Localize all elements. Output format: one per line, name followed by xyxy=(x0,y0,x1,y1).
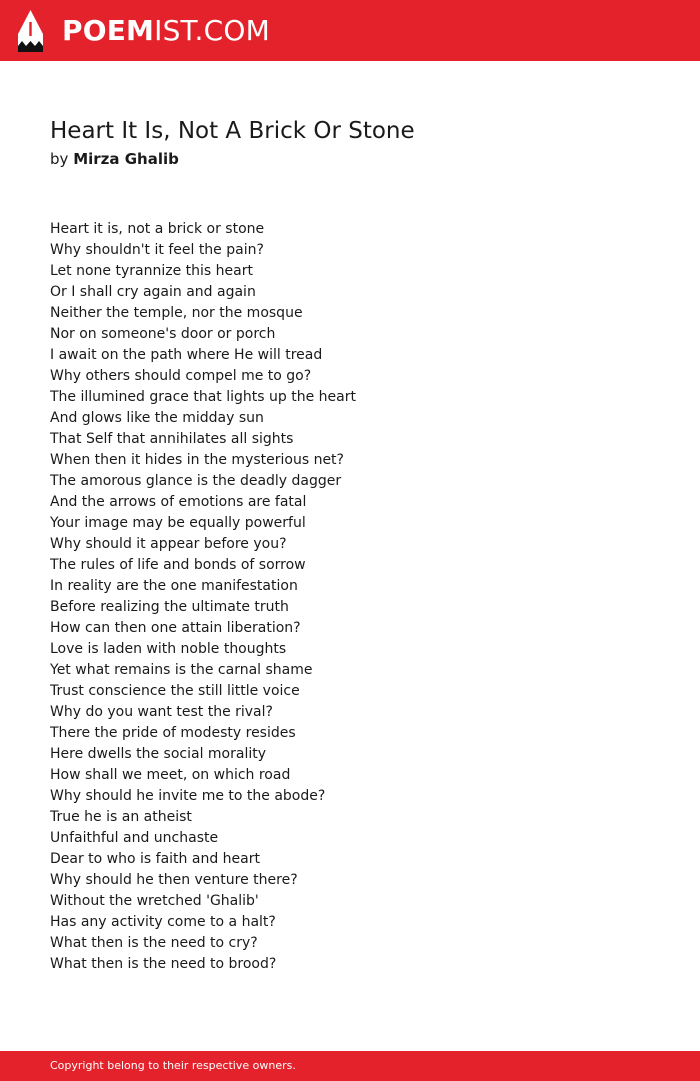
poem-line: Why do you want test the rival? xyxy=(50,704,273,720)
poem-title: Heart It Is, Not A Brick Or Stone xyxy=(50,118,415,144)
copyright-text: Copyright belong to their respective owners. xyxy=(50,1059,296,1072)
poem-line: There the pride of modesty resides xyxy=(50,725,296,741)
poem-line: The rules of life and bonds of sorrow xyxy=(50,557,306,573)
poem-line: Heart it is, not a brick or stone xyxy=(50,221,265,237)
poem-line: Unfaithful and unchaste xyxy=(50,830,219,846)
poem-line: How can then one attain liberation? xyxy=(50,620,301,636)
poem-line: Love is laden with noble thoughts xyxy=(50,641,287,657)
poem-line: Trust conscience the still little voice xyxy=(50,683,300,699)
logo-light-text: IST.COM xyxy=(154,14,270,47)
poem-line: Why others should compel me to go? xyxy=(50,368,312,384)
poem-line: How shall we meet, on which road xyxy=(50,767,291,783)
poem-line: Why should he invite me to the abode? xyxy=(50,788,326,804)
poem-line: Yet what remains is the carnal shame xyxy=(50,662,313,678)
poem-line: Has any activity come to a halt? xyxy=(50,914,276,930)
poem-line: Neither the temple, nor the mosque xyxy=(50,305,303,321)
poem-line: Dear to who is faith and heart xyxy=(50,851,260,867)
site-header xyxy=(0,0,700,61)
poem-line: I await on the path where He will tread xyxy=(50,347,323,363)
poem-line: Nor on someone's door or porch xyxy=(50,326,276,342)
site-logo-text xyxy=(62,14,270,47)
byline xyxy=(50,148,179,170)
poem-line: What then is the need to cry? xyxy=(50,935,258,951)
poem-line: Without the wretched 'Ghalib' xyxy=(50,893,259,909)
poem-line: Or I shall cry again and again xyxy=(50,284,256,300)
poem-line: True he is an atheist xyxy=(50,809,192,825)
poem-line: The illumined grace that lights up the heart xyxy=(50,389,356,405)
poem-line: In reality are the one manifestation xyxy=(50,578,298,594)
poem-line: Why should he then venture there? xyxy=(50,872,298,888)
poem-line: What then is the need to brood? xyxy=(50,956,277,972)
poem-line: And glows like the midday sun xyxy=(50,410,264,426)
poem-line: That Self that annihilates all sights xyxy=(50,431,294,447)
poem-line: Before realizing the ultimate truth xyxy=(50,599,289,615)
logo-bold-text: POEM xyxy=(62,14,155,47)
poem-line: Here dwells the social morality xyxy=(50,746,267,762)
poem-line: Why shouldn't it feel the pain? xyxy=(50,242,264,258)
site-logo[interactable] xyxy=(18,9,270,53)
author-name[interactable]: Mirza Ghalib xyxy=(73,150,179,168)
poem-line: Why should it appear before you? xyxy=(50,536,287,552)
poem-body xyxy=(50,219,650,975)
poem-line: Your image may be equally powerful xyxy=(50,515,306,531)
poem-line: Let none tyrannize this heart xyxy=(50,263,253,279)
poem-line: And the arrows of emotions are fatal xyxy=(50,494,307,510)
poem-line: The amorous glance is the deadly dagger xyxy=(50,473,342,489)
pen-nib-icon xyxy=(18,10,43,52)
by-label: by xyxy=(50,150,69,168)
poem-line: When then it hides in the mysterious net? xyxy=(50,452,344,468)
site-footer xyxy=(0,1051,700,1081)
